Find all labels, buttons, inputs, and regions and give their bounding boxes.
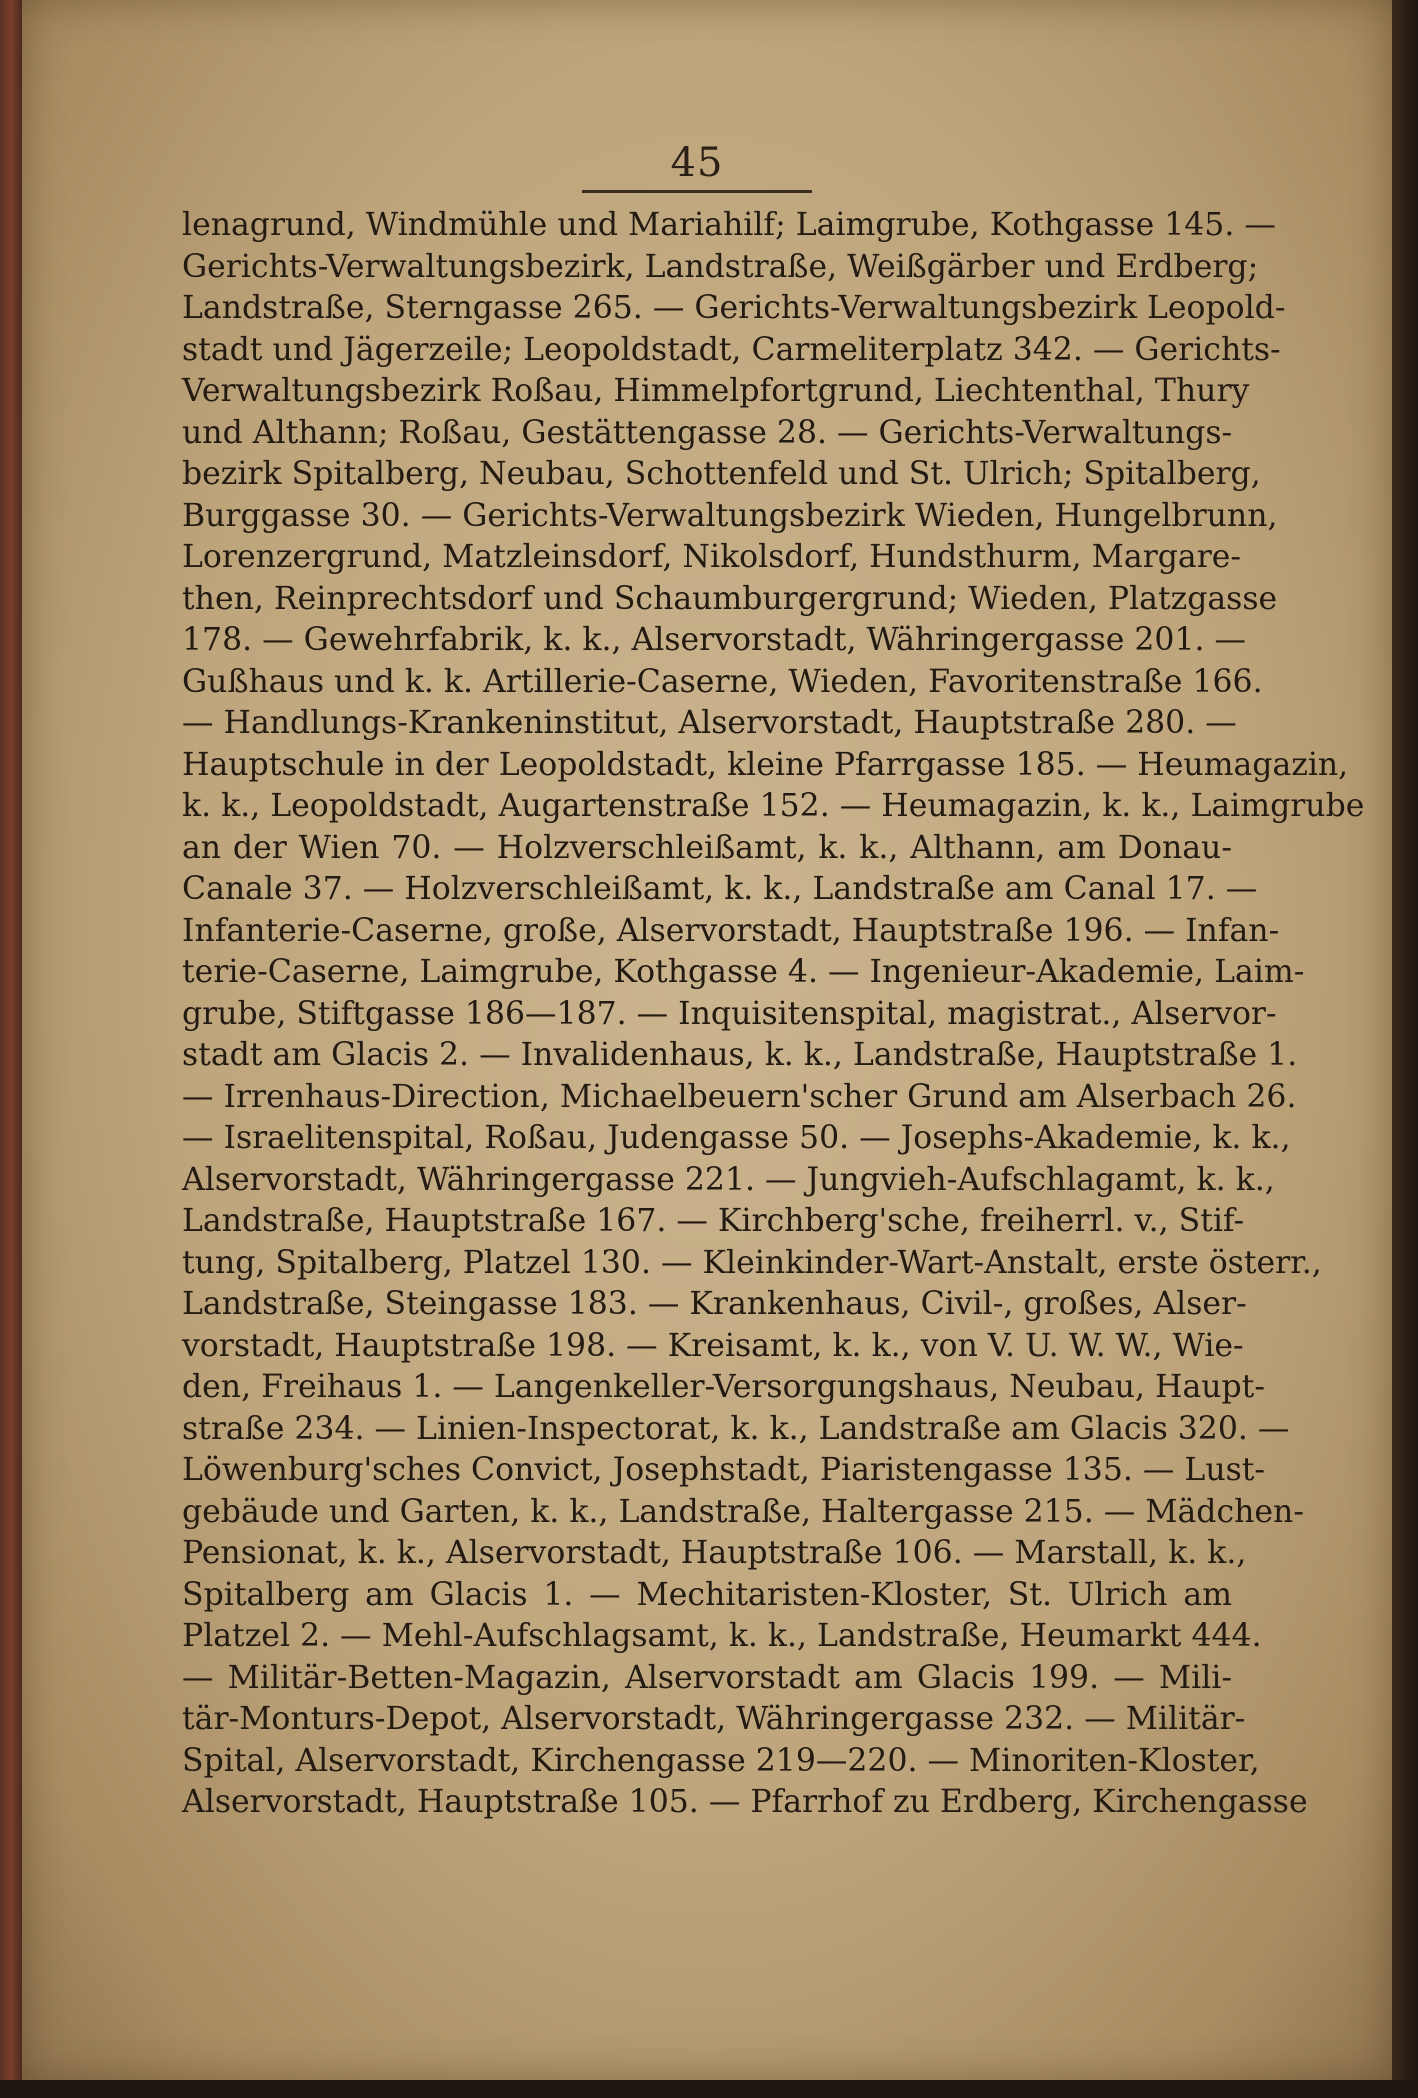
text-line: und Althann; Roßau, Gestättengasse 28. — Gerichts-Verwaltungs- xyxy=(182,414,1233,451)
text-line: Verwaltungsbezirk Roßau, Himmelpfortgrund, Liechtenthal, Thury xyxy=(182,373,1250,409)
text-line: k. k., Leopoldstadt, Augartenstraße 152. — Heumagazin, k. k., Laimgrube xyxy=(182,788,1365,824)
text-line: bezirk Spitalberg, Neubau, Schottenfeld und St. Ulrich; Spitalberg, xyxy=(182,456,1261,492)
book-page xyxy=(22,0,1392,2080)
body-text xyxy=(182,205,1365,1824)
text-line: straße 234. — Linien-Inspectorat, k. k., Landstraße am Glacis 320. — xyxy=(182,1410,1290,1447)
text-line: den, Freihaus 1. — Langenkeller-Versorgungshaus, Neubau, Haupt- xyxy=(182,1369,1265,1405)
page-number: 45 xyxy=(670,140,724,186)
text-line: stadt und Jägerzeile; Leopoldstadt, Carmeliterplatz 342. — Gerichts- xyxy=(182,331,1281,368)
text-line: tung, Spitalberg, Platzel 130. — Kleinkinder-Wart-Anstalt, erste österr., xyxy=(182,1244,1322,1281)
text-line: Infanterie-Caserne, große, Alservorstadt, Hauptstraße 196. — Infan- xyxy=(182,912,1280,949)
text-line: Landstraße, Steingasse 183. — Krankenhaus, Civil-, großes, Alser- xyxy=(182,1286,1247,1322)
page-edge-shadow xyxy=(1392,0,1418,2098)
text-line: Löwenburg'sches Convict, Josephstadt, Piaristengasse 135. — Lust- xyxy=(182,1452,1266,1488)
text-line: Spitalberg am Glacis 1. — Mechitaristen-Kloster, St. Ulrich am xyxy=(182,1576,1232,1613)
text-line: Landstraße, Sterngasse 265. — Gerichts-Verwaltungsbezirk Leopold- xyxy=(182,290,1286,326)
page-header xyxy=(582,140,812,193)
text-line: Canale 37. — Holzverschleißamt, k. k., Landstraße am Canal 17. — xyxy=(182,871,1258,907)
text-line: 178. — Gewehrfabrik, k. k., Alservorstadt, Währingergasse 201. — xyxy=(182,622,1247,658)
text-line: vorstadt, Hauptstraße 198. — Kreisamt, k. k., von V. U. W. W., Wie- xyxy=(182,1327,1244,1364)
header-rule xyxy=(582,190,812,193)
text-line: tär-Monturs-Depot, Alservorstadt, Währingergasse 232. — Militär- xyxy=(182,1701,1246,1737)
text-line: Burggasse 30. — Gerichts-Verwaltungsbezirk Wieden, Hungelbrunn, xyxy=(182,497,1278,534)
text-line: then, Reinprechtsdorf und Schaumburgergrund; Wieden, Platzgasse xyxy=(182,580,1278,617)
text-line: lenagrund, Windmühle und Mariahilf; Laimgrube, Kothgasse 145. — xyxy=(182,207,1276,243)
text-line: Gußhaus und k. k. Artillerie-Caserne, Wieden, Favoritenstraße 166. xyxy=(182,663,1263,700)
text-line: Landstraße, Hauptstraße 167. — Kirchberg'sche, freiherrl. v., Stif- xyxy=(182,1203,1245,1239)
text-line: Gerichts-Verwaltungsbezirk, Landstraße, Weißgärber und Erdberg; xyxy=(182,248,1259,285)
text-line: — Israelitenspital, Roßau, Judengasse 50. — Josephs-Akademie, k. k., xyxy=(182,1120,1291,1156)
text-line: Pensionat, k. k., Alservorstadt, Hauptstraße 106. — Marstall, k. k., xyxy=(182,1535,1247,1571)
text-line: Alservorstadt, Hauptstraße 105. — Pfarrhof zu Erdberg, Kirchengasse xyxy=(182,1784,1308,1820)
text-line: an der Wien 70. — Holzverschleißamt, k. k., Althann, am Donau- xyxy=(182,829,1232,866)
text-line: Alservorstadt, Währingergasse 221. — Jungvieh-Aufschlagamt, k. k., xyxy=(182,1161,1275,1198)
book-spine-edge xyxy=(0,0,22,2098)
text-line: Hauptschule in der Leopoldstadt, kleine Pfarrgasse 185. — Heumagazin, xyxy=(182,746,1349,783)
text-line: Platzel 2. — Mehl-Aufschlagsamt, k. k., Landstraße, Heumarkt 444. xyxy=(182,1618,1262,1654)
text-line: terie-Caserne, Laimgrube, Kothgasse 4. — Ingenieur-Akademie, Laim- xyxy=(182,954,1305,990)
text-line: gebäude und Garten, k. k., Landstraße, Haltergasse 215. — Mädchen- xyxy=(182,1493,1304,1530)
text-line: stadt am Glacis 2. — Invalidenhaus, k. k., Landstraße, Hauptstraße 1. xyxy=(182,1037,1298,1073)
text-line: — Handlungs-Krankeninstitut, Alservorstadt, Hauptstraße 280. — xyxy=(182,705,1237,741)
text-line: Spital, Alservorstadt, Kirchengasse 219—220. — Minoriten-Kloster, xyxy=(182,1742,1260,1779)
text-line: grube, Stiftgasse 186—187. — Inquisitenspital, magistrat., Alservor- xyxy=(182,995,1277,1032)
text-line: — Irrenhaus-Direction, Michaelbeuern'scher Grund am Alserbach 26. xyxy=(182,1078,1297,1115)
page-bottom-shadow xyxy=(0,2080,1418,2098)
text-line: Lorenzergrund, Matzleinsdorf, Nikolsdorf, Hundsthurm, Margare- xyxy=(182,539,1242,575)
text-line: — Militär-Betten-Magazin, Alservorstadt am Glacis 199. — Mili- xyxy=(182,1659,1232,1696)
